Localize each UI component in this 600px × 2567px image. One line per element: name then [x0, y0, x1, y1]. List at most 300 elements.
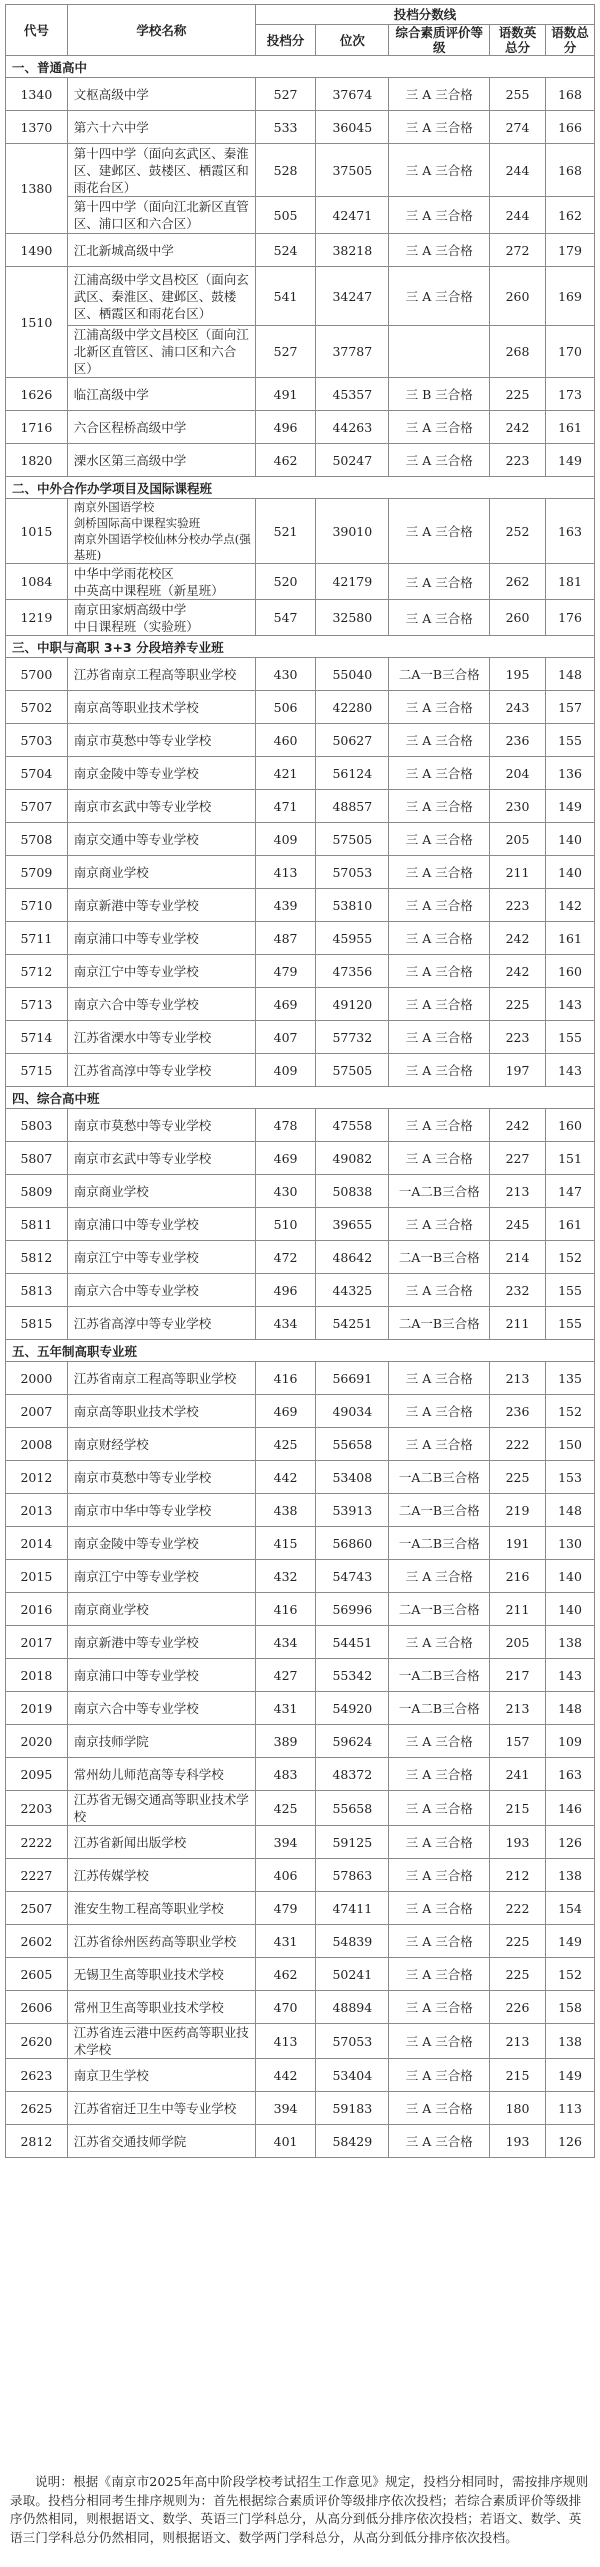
table-row	[6, 1395, 595, 1428]
two-subject-total: 143	[546, 1659, 595, 1692]
school-name	[67, 1208, 255, 1241]
school-name	[67, 378, 255, 411]
school-name-text: 江苏省交通技师学院	[73, 2133, 187, 2149]
three-subject-total: 260	[490, 600, 546, 636]
cutoff-score: 472	[255, 1241, 315, 1274]
table-row	[6, 1175, 595, 1208]
school-name	[67, 1659, 255, 1692]
two-subject-total: 135	[546, 1362, 595, 1395]
school-name	[67, 1892, 255, 1925]
school-code: 2017	[6, 1626, 68, 1659]
quality-grade: 三 A 三合格	[389, 955, 490, 988]
school-name-text: 南京江宁中等专业学校	[73, 963, 199, 979]
table-row	[6, 823, 595, 856]
two-subject-total: 179	[546, 234, 595, 267]
school-name-text: 南京高等职业技术学校	[73, 1403, 199, 1419]
three-subject-total: 193	[490, 2125, 546, 2158]
table-row	[6, 1958, 595, 1991]
header-school-name: 学校名称	[67, 5, 255, 56]
table-row	[6, 1925, 595, 1958]
school-name	[67, 2059, 255, 2092]
three-subject-total: 225	[490, 378, 546, 411]
school-code: 5815	[6, 1307, 68, 1340]
table-row	[6, 234, 595, 267]
table-row	[6, 2125, 595, 2158]
table-row	[6, 1307, 595, 1340]
school-name	[67, 1307, 255, 1340]
rank-position: 50247	[316, 444, 389, 477]
two-subject-total: 160	[546, 1109, 595, 1142]
school-name-text: 江浦高级中学文昌校区（面向玄武区、秦淮区、建邺区、鼓楼区、栖霞区和雨花台区）	[73, 271, 249, 321]
two-subject-total: 138	[546, 1859, 595, 1892]
school-code: 5704	[6, 757, 68, 790]
quality-grade: 三 A 三合格	[389, 564, 490, 600]
two-subject-total: 149	[546, 2059, 595, 2092]
school-code: 5713	[6, 988, 68, 1021]
table-row	[6, 499, 595, 564]
school-name	[67, 444, 255, 477]
school-code: 5715	[6, 1054, 68, 1087]
table-row	[6, 1054, 595, 1087]
three-subject-total: 180	[490, 2092, 546, 2125]
two-subject-total: 136	[546, 757, 595, 790]
three-subject-total: 215	[490, 1791, 546, 1826]
rank-position: 55040	[316, 658, 389, 691]
table-row	[6, 1021, 595, 1054]
school-name	[67, 411, 255, 444]
school-name	[67, 1175, 255, 1208]
school-name	[67, 2024, 255, 2059]
three-subject-total: 212	[490, 1859, 546, 1892]
school-name-text: 文枢高级中学	[73, 86, 149, 102]
table-row	[6, 1593, 595, 1626]
two-subject-total: 168	[546, 78, 595, 111]
cutoff-score: 527	[255, 78, 315, 111]
two-subject-total: 176	[546, 600, 595, 636]
school-code: 1490	[6, 234, 68, 267]
rank-position: 54920	[316, 1692, 389, 1725]
three-subject-total: 225	[490, 988, 546, 1021]
school-name-text: 南京浦口中等专业学校	[73, 1216, 199, 1232]
school-name-text: 南京外国语学校	[73, 500, 155, 514]
two-subject-total: 168	[546, 144, 595, 197]
school-code: 5809	[6, 1175, 68, 1208]
header-cutoff-group: 投档分数线	[255, 5, 594, 25]
three-subject-total: 205	[490, 1626, 546, 1659]
cutoff-score: 432	[255, 1560, 315, 1593]
cutoff-score: 520	[255, 564, 315, 600]
school-name	[67, 790, 255, 823]
quality-grade: 三 A 三合格	[389, 724, 490, 757]
quality-grade: 三 A 三合格	[389, 889, 490, 922]
school-name-text: 临江高级中学	[73, 386, 149, 402]
quality-grade: 三 A 三合格	[389, 2059, 490, 2092]
rank-position: 37674	[316, 78, 389, 111]
cutoff-score: 510	[255, 1208, 315, 1241]
school-name-text: 南京新港中等专业学校	[73, 1634, 199, 1650]
table-row	[6, 1428, 595, 1461]
quality-grade: 三 A 三合格	[389, 111, 490, 144]
school-code: 2007	[6, 1395, 68, 1428]
rank-position: 55342	[316, 1659, 389, 1692]
school-name-text: 南京市莫愁中等专业学校	[73, 1469, 212, 1485]
school-name	[67, 757, 255, 790]
three-subject-total: 197	[490, 1054, 546, 1087]
quality-grade: 三 A 三合格	[389, 234, 490, 267]
school-code: 5714	[6, 1021, 68, 1054]
school-name	[67, 1021, 255, 1054]
three-subject-total: 211	[490, 1307, 546, 1340]
three-subject-total: 215	[490, 2059, 546, 2092]
cutoff-score: 439	[255, 889, 315, 922]
quality-grade: 三 A 三合格	[389, 1925, 490, 1958]
school-name	[67, 1925, 255, 1958]
school-name-text: 南京浦口中等专业学校	[73, 1667, 199, 1683]
school-name	[67, 1758, 255, 1791]
quality-grade: 三 A 三合格	[389, 197, 490, 234]
cutoff-score: 434	[255, 1626, 315, 1659]
two-subject-total: 126	[546, 1826, 595, 1859]
rank-position: 53408	[316, 1461, 389, 1494]
cutoff-score: 469	[255, 1395, 315, 1428]
two-subject-total: 173	[546, 378, 595, 411]
table-row	[6, 889, 595, 922]
quality-grade: 三 A 三合格	[389, 1791, 490, 1826]
school-name	[67, 1461, 255, 1494]
rank-position: 47356	[316, 955, 389, 988]
quality-grade: 二A一B三合格	[389, 1241, 490, 1274]
school-name-text: 南京六合中等专业学校	[73, 1282, 199, 1298]
school-name	[67, 823, 255, 856]
cutoff-score: 427	[255, 1659, 315, 1692]
three-subject-total: 242	[490, 955, 546, 988]
school-name-text: 第十四中学（面向江北新区直管区、浦口区和六合区）	[73, 199, 249, 231]
school-program-text: 中日课程班（实验班）	[73, 618, 199, 634]
school-name-text: 江苏省南京工程高等职业学校	[73, 666, 237, 682]
rank-position: 45357	[316, 378, 389, 411]
cutoff-score: 406	[255, 1859, 315, 1892]
two-subject-total: 155	[546, 1307, 595, 1340]
three-subject-total: 242	[490, 411, 546, 444]
quality-grade: 三 A 三合格	[389, 1826, 490, 1859]
quality-grade: 三 A 三合格	[389, 1892, 490, 1925]
school-name	[67, 1791, 255, 1826]
rank-position: 44263	[316, 411, 389, 444]
school-name	[67, 267, 255, 326]
cutoff-score: 496	[255, 411, 315, 444]
school-code: 2008	[6, 1428, 68, 1461]
school-name	[67, 1593, 255, 1626]
school-name-text: 南京商业学校	[73, 864, 149, 880]
quality-grade: 一A二B三合格	[389, 1461, 490, 1494]
quality-grade: 三 A 三合格	[389, 1758, 490, 1791]
school-code: 2605	[6, 1958, 68, 1991]
school-name	[67, 658, 255, 691]
table-row	[6, 1892, 595, 1925]
school-name-text: 南京金陵中等专业学校	[73, 765, 199, 781]
three-subject-total: 252	[490, 499, 546, 564]
school-program-text: 中英高中课程班（新星班）	[73, 582, 224, 598]
table-row	[6, 1826, 595, 1859]
school-name	[67, 2092, 255, 2125]
cutoff-score: 496	[255, 1274, 315, 1307]
school-code: 5703	[6, 724, 68, 757]
quality-grade: 二A一B三合格	[389, 1593, 490, 1626]
school-name-text: 南京浦口中等专业学校	[73, 930, 199, 946]
school-name	[67, 197, 255, 234]
three-subject-total: 213	[490, 1692, 546, 1725]
quality-grade: 三 A 三合格	[389, 823, 490, 856]
school-name-text: 江苏传媒学校	[73, 1867, 149, 1883]
table-row	[6, 1208, 595, 1241]
rank-position: 49120	[316, 988, 389, 1021]
school-code: 5700	[6, 658, 68, 691]
rank-position: 48372	[316, 1758, 389, 1791]
school-code: 2812	[6, 2125, 68, 2158]
school-name-text: 南京六合中等专业学校	[73, 1700, 199, 1716]
rank-position: 37787	[316, 326, 389, 378]
two-subject-total: 153	[546, 1461, 595, 1494]
rank-position: 54451	[316, 1626, 389, 1659]
section-heading	[6, 477, 595, 499]
quality-grade: 三 A 三合格	[389, 1991, 490, 2024]
two-subject-total: 161	[546, 1208, 595, 1241]
cutoff-score: 416	[255, 1593, 315, 1626]
three-subject-total: 213	[490, 1175, 546, 1208]
table-row	[6, 564, 595, 600]
school-name	[67, 1241, 255, 1274]
school-code: 2507	[6, 1892, 68, 1925]
section-title: 五、五年制高职专业班	[6, 1340, 595, 1362]
rank-position: 37505	[316, 144, 389, 197]
table-row	[6, 600, 595, 636]
two-subject-total: 140	[546, 856, 595, 889]
school-program-text: 剑桥国际高中课程实验班	[73, 516, 201, 530]
table-row	[6, 1109, 595, 1142]
three-subject-total: 268	[490, 326, 546, 378]
school-name-text: 南京技师学院	[73, 1733, 149, 1749]
school-code: 1370	[6, 111, 68, 144]
section-heading	[6, 56, 595, 78]
rank-position: 54839	[316, 1925, 389, 1958]
three-subject-total: 222	[490, 1892, 546, 1925]
quality-grade: 一A二B三合格	[389, 1659, 490, 1692]
school-code: 2020	[6, 1725, 68, 1758]
school-name-text: 南京江宁中等专业学校	[73, 1568, 199, 1584]
school-name	[67, 889, 255, 922]
school-name-text: 南京交通中等专业学校	[73, 831, 199, 847]
three-subject-total: 225	[490, 1958, 546, 1991]
school-name	[67, 564, 255, 600]
school-name-text: 南京市莫愁中等专业学校	[73, 1117, 212, 1133]
cutoff-score: 505	[255, 197, 315, 234]
cutoff-score: 431	[255, 1692, 315, 1725]
cutoff-score: 469	[255, 988, 315, 1021]
cutoff-score: 479	[255, 1892, 315, 1925]
two-subject-total: 147	[546, 1175, 595, 1208]
quality-grade: 三 A 三合格	[389, 1725, 490, 1758]
quality-grade: 三 A 三合格	[389, 411, 490, 444]
two-subject-total: 161	[546, 411, 595, 444]
three-subject-total: 216	[490, 1560, 546, 1593]
three-subject-total: 242	[490, 1109, 546, 1142]
cutoff-score: 469	[255, 1142, 315, 1175]
table-row	[6, 111, 595, 144]
three-subject-total: 205	[490, 823, 546, 856]
school-code: 2095	[6, 1758, 68, 1791]
school-code: 5708	[6, 823, 68, 856]
table-row	[6, 2059, 595, 2092]
school-name-text: 第十四中学（面向玄武区、秦淮区、建邺区、鼓楼区、栖霞区和雨花台区）	[73, 145, 249, 195]
school-name-text: 南京金陵中等专业学校	[73, 1535, 199, 1551]
two-subject-total: 160	[546, 955, 595, 988]
two-subject-total: 152	[546, 1958, 595, 1991]
school-code: 1626	[6, 378, 68, 411]
rank-position: 49034	[316, 1395, 389, 1428]
cutoff-score: 425	[255, 1791, 315, 1826]
table-row	[6, 2092, 595, 2125]
rank-position: 54743	[316, 1560, 389, 1593]
two-subject-total: 143	[546, 988, 595, 1021]
cutoff-score: 431	[255, 1925, 315, 1958]
quality-grade: 三 A 三合格	[389, 1859, 490, 1892]
cutoff-score: 533	[255, 111, 315, 144]
school-code: 5807	[6, 1142, 68, 1175]
school-name-text: 南京市莫愁中等专业学校	[73, 732, 212, 748]
table-row	[6, 2024, 595, 2059]
rank-position: 55658	[316, 1791, 389, 1826]
three-subject-total: 255	[490, 78, 546, 111]
school-code: 1084	[6, 564, 68, 600]
school-name-text: 南京市中华中等专业学校	[73, 1502, 212, 1518]
school-name-text: 南京卫生学校	[73, 2067, 149, 2083]
school-name	[67, 144, 255, 197]
two-subject-total: 152	[546, 1395, 595, 1428]
table-row	[6, 1527, 595, 1560]
school-name	[67, 955, 255, 988]
quality-grade: 二A一B三合格	[389, 1494, 490, 1527]
section-heading	[6, 1340, 595, 1362]
table-row	[6, 1362, 595, 1395]
quality-grade: 三 A 三合格	[389, 1109, 490, 1142]
two-subject-total: 157	[546, 691, 595, 724]
table-row	[6, 444, 595, 477]
rank-position: 34247	[316, 267, 389, 326]
three-subject-total: 213	[490, 2024, 546, 2059]
rank-position: 42179	[316, 564, 389, 600]
school-name-text: 南京田家炳高级中学	[73, 601, 187, 617]
cutoff-score: 478	[255, 1109, 315, 1142]
school-name	[67, 1859, 255, 1892]
three-subject-total: 262	[490, 564, 546, 600]
table-row	[6, 1692, 595, 1725]
school-code: 2203	[6, 1791, 68, 1826]
two-subject-total: 155	[546, 724, 595, 757]
quality-grade: 一A二B三合格	[389, 1527, 490, 1560]
quality-grade: 三 A 三合格	[389, 78, 490, 111]
school-name	[67, 724, 255, 757]
school-name-text: 江北新城高级中学	[73, 242, 174, 258]
school-name-text: 淮安生物工程高等职业学校	[73, 1900, 224, 1916]
two-subject-total: 148	[546, 658, 595, 691]
school-name-text: 南京江宁中等专业学校	[73, 1249, 199, 1265]
school-name	[67, 1692, 255, 1725]
cutoff-score: 394	[255, 1826, 315, 1859]
two-subject-total: 130	[546, 1527, 595, 1560]
cutoff-score: 409	[255, 823, 315, 856]
two-subject-total: 109	[546, 1725, 595, 1758]
school-name	[67, 1494, 255, 1527]
three-subject-total: 243	[490, 691, 546, 724]
school-name-text: 无锡卫生高等职业技术学校	[73, 1966, 224, 1982]
cutoff-score: 541	[255, 267, 315, 326]
quality-grade: 三 A 三合格	[389, 1362, 490, 1395]
quality-grade: 一A二B三合格	[389, 1692, 490, 1725]
table-row	[6, 378, 595, 411]
school-name-text: 江苏省连云港中医药高等职业技术学校	[73, 2025, 249, 2057]
school-name-text: 江苏省溧水中等专业学校	[73, 1029, 212, 1045]
quality-grade: 三 A 三合格	[389, 922, 490, 955]
table-row	[6, 78, 595, 111]
three-subject-total: 223	[490, 889, 546, 922]
two-subject-total: 166	[546, 111, 595, 144]
cutoff-score: 394	[255, 2092, 315, 2125]
school-name-text: 江苏省南京工程高等职业学校	[73, 1370, 237, 1386]
cutoff-score: 470	[255, 1991, 315, 2024]
school-name-text: 江苏省徐州医药高等职业学校	[73, 1933, 237, 1949]
two-subject-total: 163	[546, 1758, 595, 1791]
three-subject-total: 226	[490, 1991, 546, 2024]
table-row	[6, 1859, 595, 1892]
three-subject-total: 274	[490, 111, 546, 144]
school-code: 5812	[6, 1241, 68, 1274]
cutoff-score: 487	[255, 922, 315, 955]
rank-position: 32580	[316, 600, 389, 636]
cutoff-score: 460	[255, 724, 315, 757]
section-heading	[6, 636, 595, 658]
school-code: 2000	[6, 1362, 68, 1395]
rank-position: 38218	[316, 234, 389, 267]
two-subject-total: 151	[546, 1142, 595, 1175]
three-subject-total: 223	[490, 444, 546, 477]
cutoff-score: 430	[255, 658, 315, 691]
two-subject-total: 138	[546, 2024, 595, 2059]
rank-position: 59125	[316, 1826, 389, 1859]
footnote-explanation: 说明：根据《南京市2025年高中阶段学校考试招生工作意见》规定，投档分相同时，需按排序规则录取。投档分相同考生排序规则为：首先根据综合素质评价等级排序依次投档；若综合素质评价等级排序仍然相同，则根据语文、数学、英语三门学科总分，从高分到低分排序依次投档；若语文、数学、英语三门学科总分仍然相同，则根据语文、数学两门学科总分，从高分到低分排序依次投档。	[10, 2474, 589, 2545]
rank-position: 56860	[316, 1527, 389, 1560]
school-name	[67, 2125, 255, 2158]
school-name	[67, 1626, 255, 1659]
school-code: 2623	[6, 2059, 68, 2092]
table-row	[6, 955, 595, 988]
school-name	[67, 78, 255, 111]
school-code: 5710	[6, 889, 68, 922]
cutoff-score: 479	[255, 955, 315, 988]
rank-position: 57053	[316, 856, 389, 889]
two-subject-total: 142	[546, 889, 595, 922]
admission-score-table	[5, 4, 595, 2158]
two-subject-total: 155	[546, 1021, 595, 1054]
three-subject-total: 260	[490, 267, 546, 326]
cutoff-score: 409	[255, 1054, 315, 1087]
school-code: 5813	[6, 1274, 68, 1307]
school-name-text: 中华中学雨花校区	[73, 565, 174, 581]
quality-grade	[389, 326, 490, 378]
quality-grade: 三 A 三合格	[389, 2092, 490, 2125]
school-name	[67, 1142, 255, 1175]
school-name-text: 江苏省高淳中等专业学校	[73, 1062, 212, 1078]
cutoff-score: 442	[255, 2059, 315, 2092]
